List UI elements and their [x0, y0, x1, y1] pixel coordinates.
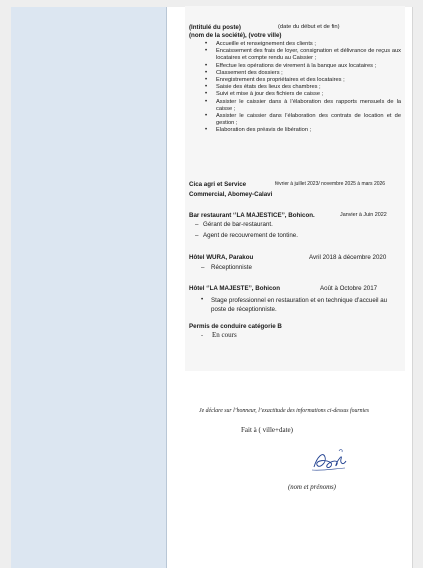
list-item: • Enregistrement des propriétaires et des locataires ;	[189, 77, 401, 84]
signature-name: (nom et prénoms)	[288, 484, 336, 491]
signature-image	[309, 445, 351, 475]
list-item: • Encaissement des frais de loyer, consignation et délivrance de reçus aux locataires et compte rendu au Caissier ;	[189, 48, 401, 62]
task-list	[189, 41, 401, 135]
exp2-item: Gérant de bar-restaurant.	[203, 221, 273, 228]
list-item: • Classement des dossiers ;	[189, 70, 401, 77]
exp2-dates: Janvier à Juin 2022	[340, 212, 387, 218]
job-title: (Intitulé du poste)	[189, 24, 241, 31]
permis-status: En cours	[212, 331, 237, 339]
exp2-item: Agent de recouvrement de tontine.	[203, 232, 298, 239]
exp4-dates: Août à Octobre 2017	[320, 285, 378, 292]
exp2-company: Bar restaurant ‘’LA MAJESTICE’’, Bohicon.	[189, 212, 315, 219]
list-item: • Saisie des états des lieux des chambres ;	[189, 84, 401, 91]
exp3-dash: –	[201, 264, 205, 271]
exp4-company: Hôtel ‘’LA MAJESTE’’, Bohicon	[189, 285, 280, 292]
exp4-bullet: •	[201, 296, 204, 303]
list-item: • Assister le caissier dans l’élaboration des contrats de location et de gestion ;	[189, 113, 401, 127]
permis-title: Permis de conduire catégorie B	[189, 323, 282, 330]
permis-dash: -	[201, 332, 204, 339]
exp1-company: Cica agri et Service	[189, 181, 247, 188]
company-line: (nom de la société), (votre ville)	[189, 32, 282, 39]
exp3-company: Hôtel WURA, Parakou	[189, 254, 254, 261]
place-date: Fait à ( ville+date)	[241, 426, 293, 434]
exp1-location: Commercial, Abomey-Calavi	[189, 191, 273, 198]
exp4-item: Stage professionnel en restauration et en technique d’accueil au poste de réceptionniste.	[211, 297, 388, 313]
list-item: • Elaboration des préavis de libération ;	[189, 127, 401, 134]
exp1-dates: février à juillet 2023/ novembre 2025 à mars 2026	[275, 181, 386, 187]
list-item: • Suivi et mise à jour des fichiers de caisse ;	[189, 91, 401, 98]
declaration-text: Je déclare sur l’honneur, l’exactitude des informations ci-dessus fournies	[199, 408, 369, 414]
sidebar-panel	[11, 7, 167, 568]
job-dates: (date du début et de fin)	[278, 24, 340, 30]
exp2-dash: –	[195, 232, 199, 239]
list-item: • Effectue les opérations de virement à la banque aux locataires ;	[189, 63, 401, 70]
exp3-item: Réceptionniste	[211, 264, 252, 271]
list-item: • Assister le caissier dans à l’élaboration des rapports mensuels de la caisse ;	[189, 99, 401, 113]
list-item: • Accueille et renseignement des clients ;	[189, 41, 401, 48]
exp3-dates: Avril 2018 à décembre 2020	[309, 254, 387, 261]
exp2-dash: –	[195, 221, 199, 228]
